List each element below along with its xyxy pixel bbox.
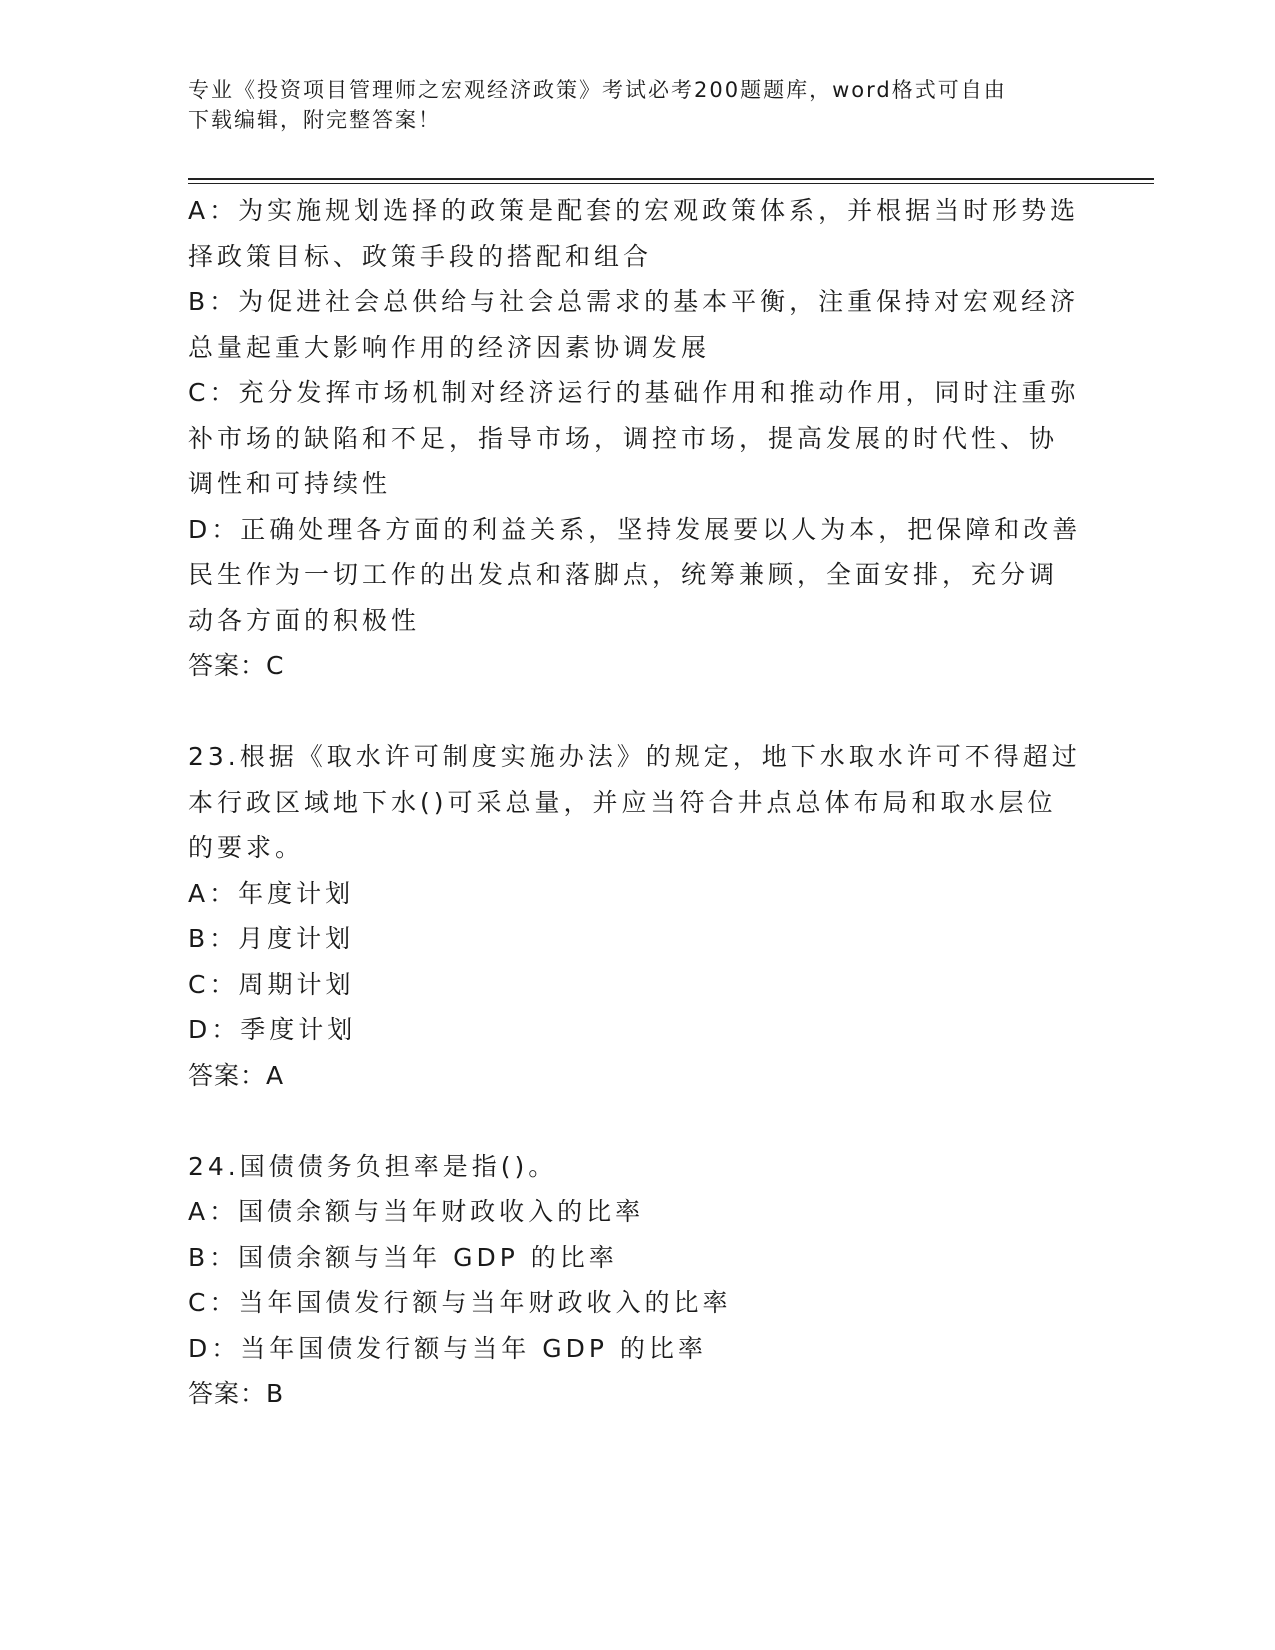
q24-question: 24.国债债务负担率是指()。 xyxy=(188,1151,558,1181)
q24-answer: 答案：B xyxy=(188,1379,285,1408)
question-23-block xyxy=(188,734,1088,1098)
q24-option-a: A：国债余额与当年财政收入的比率 xyxy=(188,1197,645,1226)
q23-question-line-2: 本行政区域地下水()可采总量，并应当符合井点总体布局和取水层位 xyxy=(188,787,1057,817)
q23-question-line-1: 23.根据《取水许可制度实施办法》的规定，地下水取水许可不得超过 xyxy=(188,742,1081,771)
header-line-2: 下载编辑，附完整答案！ xyxy=(188,108,441,132)
q22-option-a-line-2: 择政策目标、政策手段的搭配和组合 xyxy=(188,241,653,271)
q23-option-c: C：周期计划 xyxy=(188,969,355,999)
spacer xyxy=(188,1098,1088,1144)
q24-option-d: D：当年国债发行额与当年 GDP 的比率 xyxy=(188,1333,707,1363)
question-content xyxy=(188,188,1088,1417)
q23-option-a: A：年度计划 xyxy=(188,878,355,908)
question-24-block xyxy=(188,1144,1088,1417)
q22-option-c-line-1: C：充分发挥市场机制对经济运行的基础作用和推动作用，同时注重弥 xyxy=(188,378,1080,407)
document-header xyxy=(188,75,1088,135)
header-divider-thin xyxy=(188,183,1154,184)
q23-option-b: B：月度计划 xyxy=(188,924,355,953)
q23-question-line-3: 的要求。 xyxy=(188,833,305,862)
q24-option-c: C：当年国债发行额与当年财政收入的比率 xyxy=(188,1288,732,1317)
q23-answer: 答案：A xyxy=(188,1060,285,1090)
header-line-1: 专业《投资项目管理师之宏观经济政策》考试必考200题题库，word格式可自由 xyxy=(188,78,1007,102)
q22-option-a-line-1: A：为实施规划选择的政策是配套的宏观政策体系，并根据当时形势选 xyxy=(188,196,1080,225)
q23-option-d: D：季度计划 xyxy=(188,1015,357,1044)
q22-option-d-line-3: 动各方面的积极性 xyxy=(188,605,421,635)
header-divider-thick xyxy=(188,178,1154,180)
q22-option-d-line-2: 民生作为一切工作的出发点和落脚点，统筹兼顾，全面安排，充分调 xyxy=(188,560,1059,589)
q22-option-c-line-3: 调性和可持续性 xyxy=(188,469,392,498)
q24-option-b: B：国债余额与当年 GDP 的比率 xyxy=(188,1242,618,1272)
q22-option-d-line-1: D：正确处理各方面的利益关系，坚持发展要以人为本，把保障和改善 xyxy=(188,514,1082,544)
q22-answer: 答案：C xyxy=(188,651,285,680)
question-22-block xyxy=(188,188,1088,689)
q22-option-b-line-1: B：为促进社会总供给与社会总需求的基本平衡，注重保持对宏观经济 xyxy=(188,287,1080,316)
q22-option-b-line-2: 总量起重大影响作用的经济因素协调发展 xyxy=(188,332,711,362)
q22-option-c-line-2: 补市场的缺陷和不足，指导市场，调控市场，提高发展的时代性、协 xyxy=(188,423,1059,453)
spacer xyxy=(188,689,1088,735)
